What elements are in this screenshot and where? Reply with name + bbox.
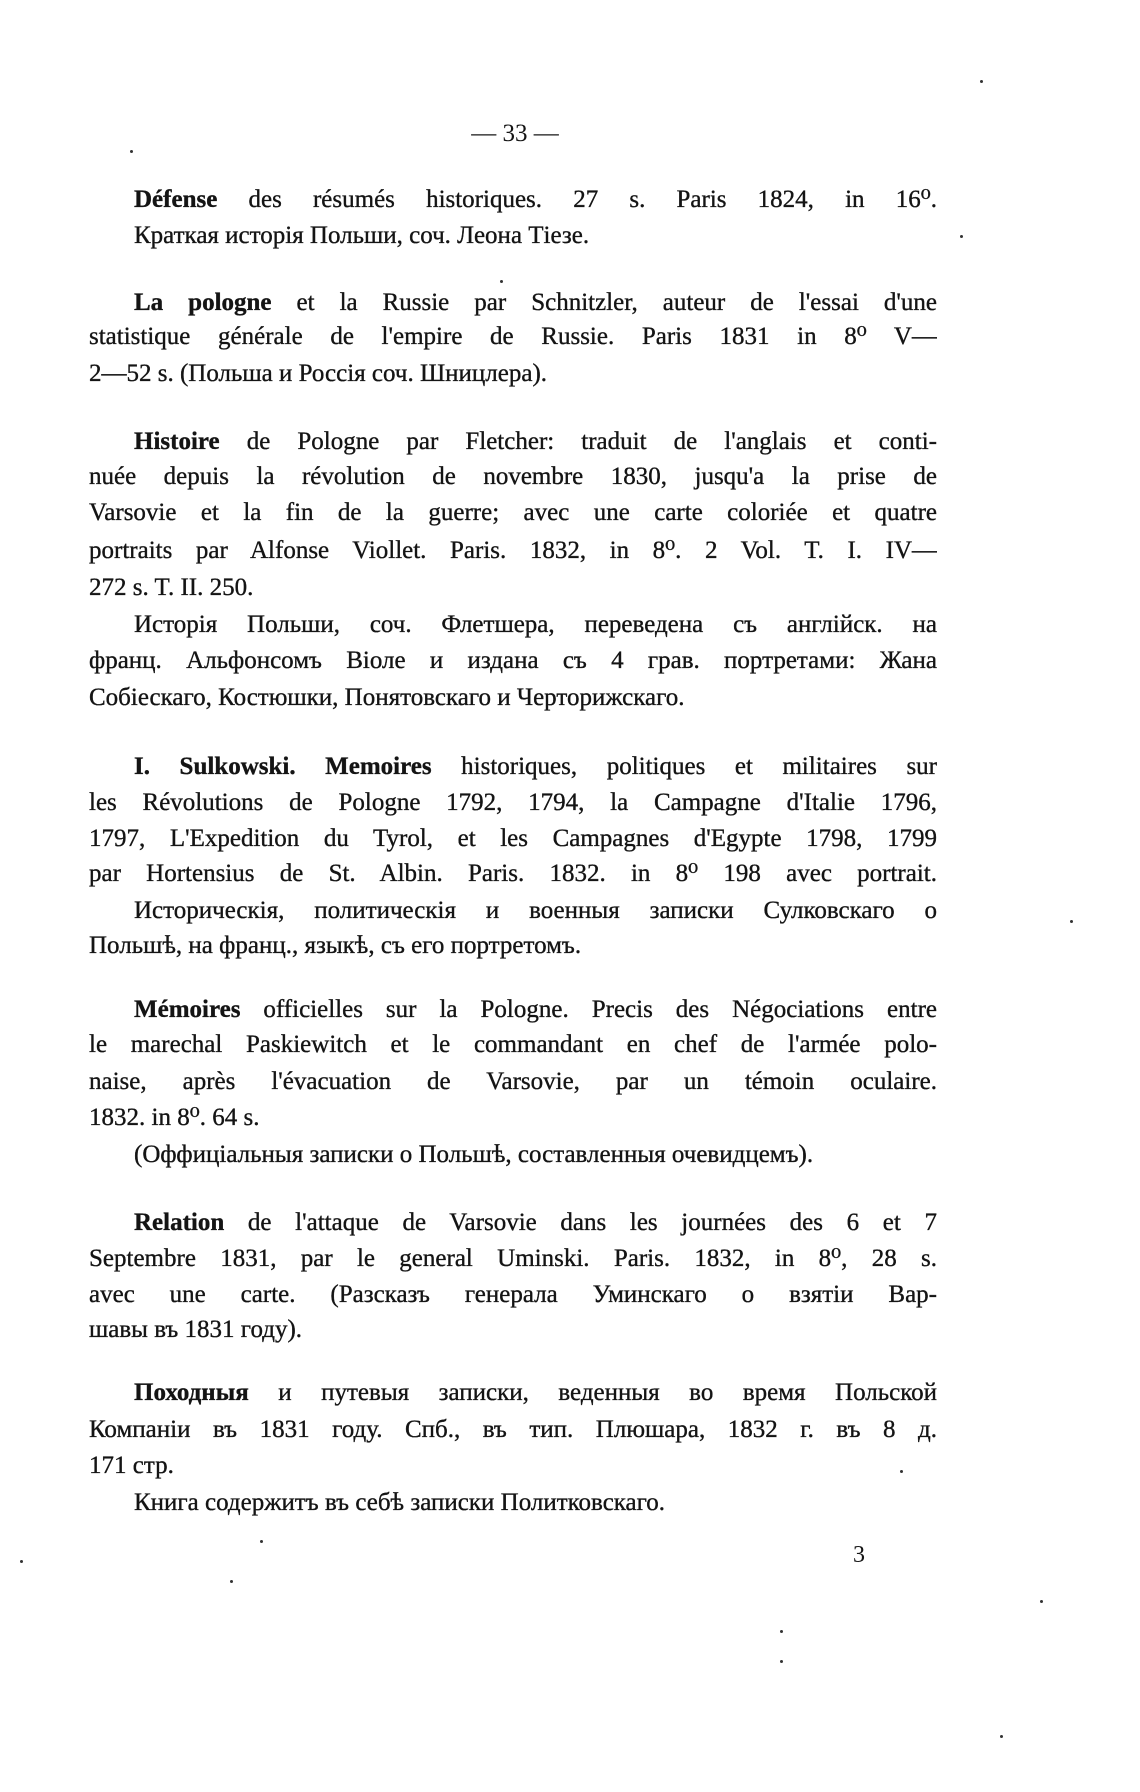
scan-speck	[1000, 1735, 1003, 1738]
line-text: 1832. in 8⁰. 64 s.	[89, 1104, 260, 1131]
text-line	[89, 931, 937, 961]
text-line	[89, 1103, 937, 1133]
line-text: и путевыя записки, веденныя во время Польской	[248, 1379, 937, 1406]
line-text: (Оффиціальныя записки о Польшѣ, составленныя очевидцемъ).	[134, 1141, 814, 1168]
line-text: portraits par Alfonse Viollet. Paris. 1832, in 8⁰. 2 Vol. T. I. IV—	[89, 537, 937, 564]
text-line	[89, 859, 937, 889]
text-line	[89, 1280, 937, 1310]
text-line	[134, 221, 937, 251]
text-line	[89, 683, 937, 713]
page-number: — 33 —	[471, 120, 559, 147]
entry-title-lead: I. Sulkowski. Memoires	[134, 753, 432, 780]
text-line	[89, 1244, 937, 1274]
line-text: de Pologne par Fletcher: traduit de l'anglais et conti-	[219, 428, 937, 455]
line-text: de l'attaque de Varsovie dans les journées des 6 et 7	[224, 1209, 937, 1236]
text-line	[89, 1030, 937, 1060]
text-line	[89, 536, 937, 566]
scan-speck	[780, 1660, 783, 1663]
line-text: Историческія, политическія и военныя записки Сулковскаго о	[134, 897, 937, 924]
text-line	[89, 1315, 937, 1345]
line-text: Собіескаго, Костюшки, Понятовскаго и Черторижскаго.	[89, 684, 685, 711]
scan-speck	[230, 1580, 233, 1583]
signature-mark: 3	[853, 1542, 865, 1568]
text-line	[89, 1415, 937, 1445]
text-line	[89, 498, 937, 528]
line-text: naise, après l'évacuation de Varsovie, par un témoin oculaire.	[89, 1068, 937, 1095]
text-line	[89, 1451, 937, 1481]
line-text: 2—52 s. (Польша и Россія соч. Шницлера).	[89, 360, 548, 387]
text-line	[134, 995, 937, 1025]
text-line	[134, 610, 937, 640]
line-text: Septembre 1831, par le general Uminski. Paris. 1832, in 8⁰, 28 s.	[89, 1245, 937, 1272]
line-text: des résumés historiques. 27 s. Paris 1824, in 16⁰.	[217, 186, 937, 213]
text-line	[89, 788, 937, 818]
line-text: les Révolutions de Pologne 1792, 1794, la Campagne d'Italie 1796,	[89, 789, 937, 816]
scan-speck	[900, 1470, 903, 1473]
line-text: le marechal Paskiewitch et le commandant en chef de l'armée polo-	[89, 1031, 937, 1058]
text-line	[134, 1140, 937, 1170]
scan-speck	[260, 1540, 263, 1543]
scan-speck	[1040, 1600, 1043, 1603]
line-text: avec une carte. (Разсказъ генерала Уминскаго о взятіи Вар-	[89, 1281, 937, 1308]
line-text: officielles sur la Pologne. Precis des Négociations entre	[240, 996, 937, 1023]
scan-speck	[780, 1630, 783, 1633]
scan-speck	[960, 235, 963, 238]
text-line	[134, 427, 937, 457]
entry-title-lead: Histoire	[134, 428, 220, 455]
entry-title-lead: Mémoires	[134, 996, 241, 1023]
text-line	[134, 1488, 937, 1518]
text-line	[89, 322, 937, 352]
text-line	[89, 359, 937, 389]
text-line	[134, 1378, 937, 1408]
line-text: 272 s. T. II. 250.	[89, 574, 254, 601]
line-text: Varsovie et la fin de la guerre; avec une carte coloriée et quatre	[89, 499, 937, 526]
line-text: 171 стр.	[89, 1452, 174, 1479]
line-text: Краткая исторія Польши, соч. Леона Тіезе.	[134, 222, 590, 249]
entry-title-lead: Relation	[134, 1209, 225, 1236]
text-line	[89, 573, 937, 603]
entry-title-lead: Défense	[134, 186, 218, 213]
entry-title-lead: La pologne	[134, 289, 272, 316]
line-text: Компаніи въ 1831 году. Спб., въ тип. Плюшара, 1832 г. въ 8 д.	[89, 1416, 937, 1443]
text-line	[134, 288, 937, 318]
line-text: шавы въ 1831 году).	[89, 1316, 303, 1343]
line-text: франц. Альфонсомъ Віоле и издана съ 4 грав. портретами: Жана	[89, 647, 937, 674]
text-line	[89, 462, 937, 492]
text-line	[89, 1067, 937, 1097]
text-line	[134, 752, 937, 782]
line-text: 1797, L'Expedition du Tyrol, et les Campagnes d'Egypte 1798, 1799	[89, 825, 937, 852]
line-text: et la Russie par Schnitzler, auteur de l'essai d'une	[271, 289, 937, 316]
text-line	[134, 1208, 937, 1238]
scan-speck	[980, 80, 983, 83]
scan-speck	[130, 150, 133, 153]
scan-speck	[500, 280, 503, 283]
line-text: Исторія Польши, соч. Флетшера, переведена съ англійск. на	[134, 611, 937, 638]
line-text: historiques, politiques et militaires sur	[431, 753, 937, 780]
line-text: Книга содержитъ въ себѣ записки Политковскаго.	[134, 1489, 666, 1516]
text-line	[89, 646, 937, 676]
scan-speck	[1070, 920, 1073, 923]
line-text: statistique générale de l'empire de Russie. Paris 1831 in 8⁰ V—	[89, 323, 937, 350]
text-line	[89, 824, 937, 854]
entry-title-lead: Походныя	[134, 1379, 249, 1406]
text-line	[134, 185, 937, 215]
line-text: par Hortensius de St. Albin. Paris. 1832. in 8⁰ 198 avec portrait.	[89, 860, 937, 887]
scan-speck	[20, 1560, 23, 1563]
line-text: nuée depuis la révolution de novembre 1830, jusqu'a la prise de	[89, 463, 937, 490]
text-line	[134, 896, 937, 926]
line-text: Польшѣ, на франц., языкѣ, съ его портретомъ.	[89, 932, 582, 959]
